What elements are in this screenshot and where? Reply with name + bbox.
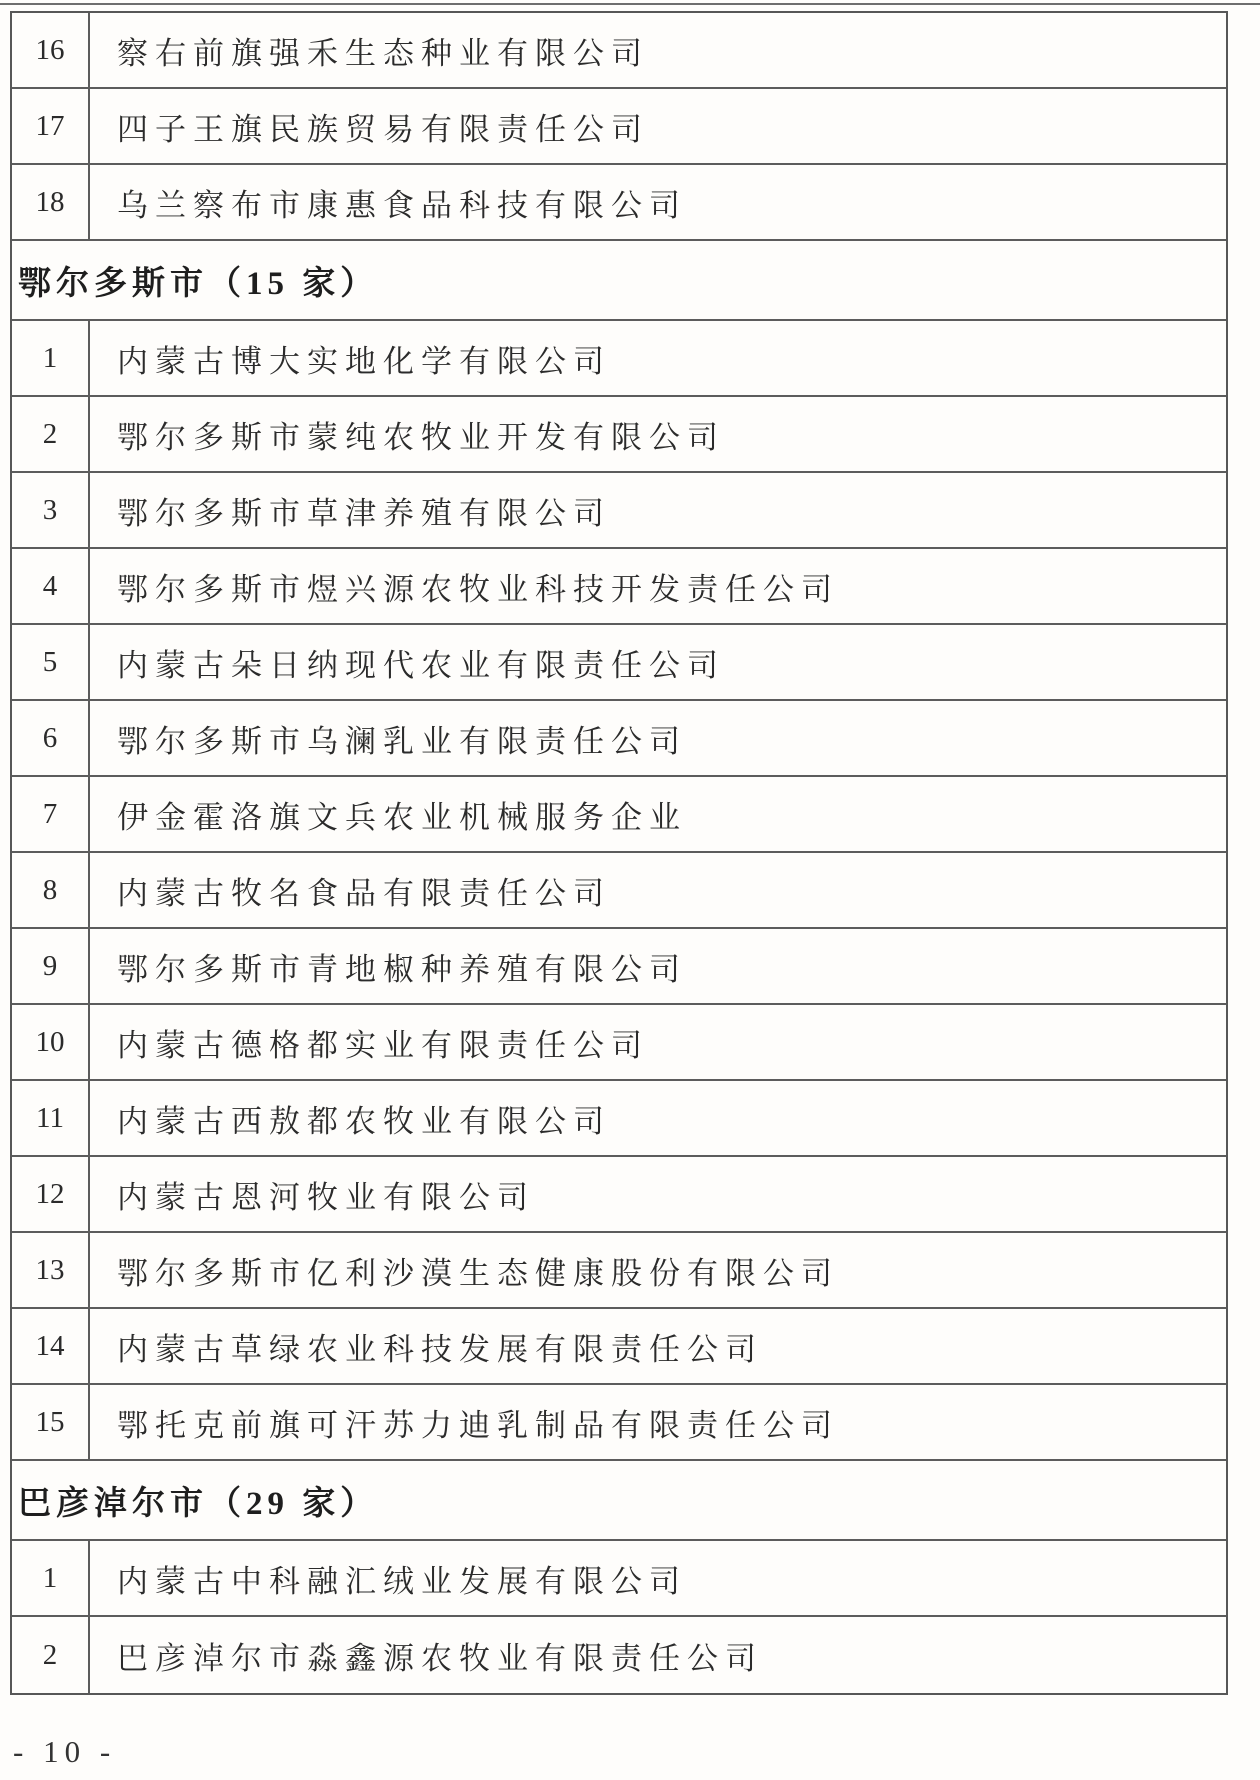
row-number: 4 — [12, 549, 90, 623]
company-name: 内蒙古德格都实业有限责任公司 — [117, 1027, 649, 1063]
page-number: - 10 - — [13, 1734, 117, 1769]
row-number: 14 — [12, 1309, 90, 1383]
table-row — [12, 929, 1226, 1005]
table-row — [12, 1157, 1226, 1233]
row-number: 2 — [12, 1617, 90, 1693]
company-name: 鄂托克前旗可汗苏力迪乳制品有限责任公司 — [117, 1407, 839, 1443]
row-number: 1 — [12, 1541, 90, 1615]
row-number: 12 — [12, 1157, 90, 1231]
company-name: 四子王旗民族贸易有限责任公司 — [117, 111, 649, 147]
company-name: 内蒙古中科融汇绒业发展有限公司 — [117, 1563, 687, 1599]
row-number: 8 — [12, 853, 90, 927]
section-header-row-bayannur — [12, 1461, 1226, 1541]
table-row — [12, 473, 1226, 549]
company-name: 鄂尔多斯市煜兴源农牧业科技开发责任公司 — [117, 571, 839, 607]
company-name: 内蒙古牧名食品有限责任公司 — [117, 875, 611, 911]
company-name: 内蒙古草绿农业科技发展有限责任公司 — [117, 1331, 763, 1367]
row-number: 15 — [12, 1385, 90, 1459]
company-name: 内蒙古恩河牧业有限公司 — [117, 1179, 535, 1215]
section-header-row-eerduosi — [12, 241, 1226, 321]
page-top-scan-line — [0, 3, 1260, 5]
row-number: 9 — [12, 929, 90, 1003]
company-name: 鄂尔多斯市蒙纯农牧业开发有限公司 — [117, 419, 725, 455]
row-number: 1 — [12, 321, 90, 395]
table-row — [12, 1541, 1226, 1617]
row-number: 13 — [12, 1233, 90, 1307]
row-number: 5 — [12, 625, 90, 699]
row-number: 16 — [12, 13, 90, 87]
table-row — [12, 1081, 1226, 1157]
company-name: 乌兰察布市康惠食品科技有限公司 — [117, 187, 687, 223]
table-row — [12, 321, 1226, 397]
table-row — [12, 1617, 1226, 1693]
company-name: 鄂尔多斯市草津养殖有限公司 — [117, 495, 611, 531]
table-row — [12, 1309, 1226, 1385]
row-number: 10 — [12, 1005, 90, 1079]
row-number: 17 — [12, 89, 90, 163]
table-row — [12, 1005, 1226, 1081]
table-row — [12, 549, 1226, 625]
table-row — [12, 397, 1226, 473]
row-number: 6 — [12, 701, 90, 775]
table-row — [12, 89, 1226, 165]
table-row — [12, 1385, 1226, 1461]
company-name: 鄂尔多斯市乌澜乳业有限责任公司 — [117, 723, 687, 759]
company-name: 巴彦淖尔市淼鑫源农牧业有限责任公司 — [117, 1640, 763, 1676]
company-name: 察右前旗强禾生态种业有限公司 — [117, 35, 649, 71]
table-row — [12, 625, 1226, 701]
company-name: 鄂尔多斯市亿利沙漠生态健康股份有限公司 — [117, 1255, 839, 1291]
table-row — [12, 777, 1226, 853]
table-row — [12, 13, 1226, 89]
row-number: 2 — [12, 397, 90, 471]
section-title: 鄂尔多斯市（15 家） — [18, 265, 379, 302]
row-number: 7 — [12, 777, 90, 851]
row-number: 18 — [12, 165, 90, 239]
company-table — [10, 11, 1228, 1695]
company-name: 鄂尔多斯市青地椒种养殖有限公司 — [117, 951, 687, 987]
table-row — [12, 853, 1226, 929]
row-number: 11 — [12, 1081, 90, 1155]
company-name: 内蒙古西敖都农牧业有限公司 — [117, 1103, 611, 1139]
table-row — [12, 165, 1226, 241]
row-number: 3 — [12, 473, 90, 547]
company-name: 伊金霍洛旗文兵农业机械服务企业 — [117, 799, 687, 835]
company-name: 内蒙古朵日纳现代农业有限责任公司 — [117, 647, 725, 683]
table-row — [12, 1233, 1226, 1309]
table-row — [12, 701, 1226, 777]
company-name: 内蒙古博大实地化学有限公司 — [117, 343, 611, 379]
section-title: 巴彦淖尔市（29 家） — [18, 1485, 379, 1522]
